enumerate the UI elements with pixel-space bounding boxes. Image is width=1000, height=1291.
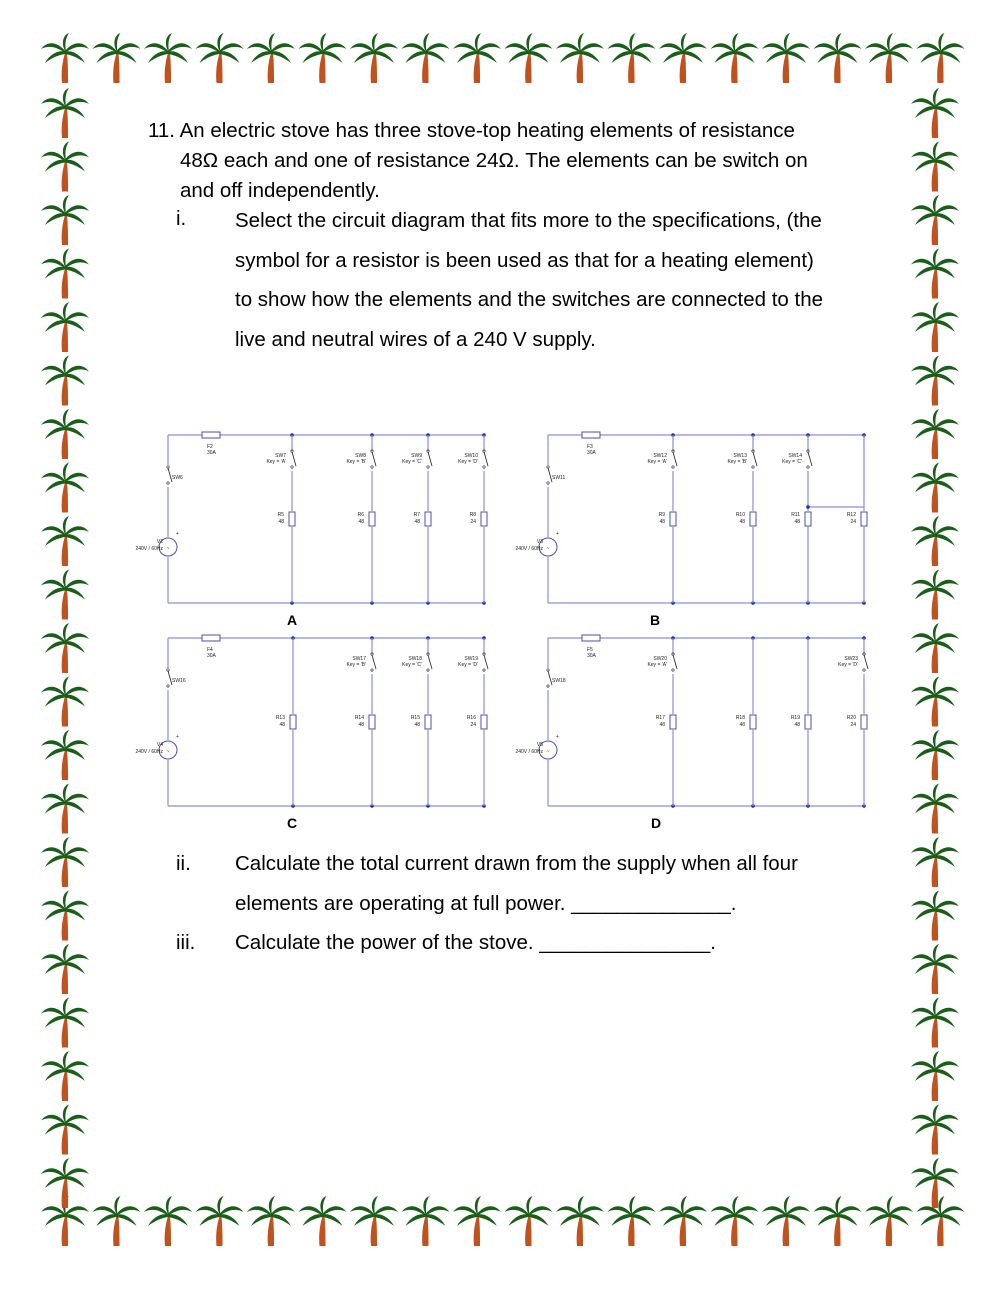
palm-tree-icon [196,1196,244,1246]
circuit-label: ~ [166,749,170,755]
switch-symbol [372,452,376,466]
circuit-label: R11 [791,512,800,518]
circuit-label: F4 [207,647,213,653]
circuit-label: V3 [536,539,543,545]
switch-contact [483,466,485,468]
circuit-label: 24 [850,519,856,525]
circuit-label: F3 [587,444,593,450]
part-ii-line: Calculate the total current drawn from the supply when all four [235,852,798,875]
switch-symbol [428,655,432,669]
resistor-symbol [750,715,756,729]
palm-tree-icon [453,1196,501,1246]
circuit-label: 48 [358,722,364,728]
palm-tree-icon [911,516,959,566]
palm-tree-icon [911,249,959,299]
switch-contact [167,482,169,484]
circuit-label: Key = 'C' [782,459,802,465]
palm-tree-icon [911,1051,959,1101]
resistor-symbol [369,715,375,729]
palm-tree-icon [299,1196,347,1246]
circuit-label: 48 [739,722,745,728]
circuit-label: 30A [207,450,216,456]
circuit-label: R10 [735,512,745,518]
circuit-label: 24 [850,722,856,728]
palm-tree-icon [41,677,89,727]
palm-tree-icon [41,891,89,941]
switch-contact [547,685,549,687]
switch-contact [427,466,429,468]
question-line-3: and off independently. [180,179,380,202]
switch-contact [752,466,754,468]
circuit-b [515,432,867,628]
circuit-label: 240V / 60Hz [135,546,163,552]
resistor-symbol [290,715,296,729]
resistor-symbol [369,512,375,526]
question-number: 11. [148,119,175,142]
circuit-label: V5 [536,742,543,748]
switch-contact [672,669,674,671]
palm-tree-icon [911,409,959,459]
palm-tree-icon [917,1196,965,1246]
circuit-label: ~ [546,546,550,552]
circuit-label: + [176,531,179,537]
question-line-1: An electric stove has three stove-top heating elements of resistance [179,119,795,142]
circuit-label: Key = 'A' [647,662,667,668]
circuit-label: Key = 'B' [346,662,366,668]
circuit-label: 24 [470,722,476,728]
palm-tree-icon [911,1158,959,1208]
palm-tree-icon [865,33,913,83]
circuit-label: Key = 'A' [647,459,667,465]
palm-tree-icon [711,33,759,83]
circuit-label: 48 [358,519,364,525]
palm-tree-icon [911,891,959,941]
circuit-label: SW10 [464,453,478,459]
question-line-2: 48Ω each and one of resistance 24Ω. The elements can be switch on [180,149,808,172]
switch-symbol [808,452,812,466]
circuit-label: 48 [794,519,800,525]
palm-tree-icon [659,1196,707,1246]
circuit-label: SW11 [552,475,566,481]
junction-node [806,505,810,509]
circuit-label: 48 [659,722,665,728]
circuit-label: SW17 [352,656,366,662]
switch-contact [291,466,293,468]
circuit-label: R17 [655,715,665,721]
circuit-label: R18 [735,715,745,721]
palm-tree-icon [41,88,89,138]
resistor-symbol [425,512,431,526]
resistor-symbol [670,512,676,526]
palm-tree-icon [659,33,707,83]
switch-symbol [484,655,488,669]
circuit-label: A [286,612,298,628]
switch-contact [547,466,549,468]
circuit-a [135,432,488,628]
fuse-symbol [202,635,220,641]
resistor-symbol [670,715,676,729]
circuit-label: R20 [846,715,856,721]
palm-tree-icon [762,33,810,83]
fuse-symbol [202,432,220,438]
palm-tree-icon [911,944,959,994]
palm-tree-icon [608,1196,656,1246]
circuit-label: R19 [790,715,800,721]
circuit-label: C [286,815,298,831]
circuit-label: Key = 'A' [266,459,286,465]
palm-tree-icon [911,784,959,834]
palm-tree-icon [911,730,959,780]
palm-tree-icon [453,33,501,83]
palm-tree-icon [41,33,89,83]
palm-tree-icon [41,998,89,1048]
palm-tree-icon [41,463,89,513]
circuit-label: SW14 [788,453,802,459]
circuit-diagrams [110,425,890,835]
circuit-label: SW13 [733,453,747,459]
part-i-line: symbol for a resistor is been used as that for a heating element) [235,248,814,272]
switch-contact [547,482,549,484]
palm-tree-icon [41,356,89,406]
switch-contact [427,669,429,671]
question-stem [148,116,888,146]
palm-tree-icon [41,730,89,780]
circuit-label: F5 [587,647,593,653]
circuit-label: R13 [275,715,285,721]
part-i-line: to show how the elements and the switches are connected to the [235,288,824,311]
palm-tree-icon [556,1196,604,1246]
circuit-label: 30A [587,450,596,456]
circuit-label: 24 [470,519,476,525]
circuit-label: 30A [587,653,596,659]
circuit-label: V4 [156,742,163,748]
resistor-symbol [481,715,487,729]
circuit-label: R5 [277,512,284,518]
circuit-label: R8 [469,512,476,518]
palm-tree-icon [505,33,553,83]
circuit-label: SW20 [653,656,667,662]
circuit-label: SW8 [355,453,366,459]
switch-symbol [484,452,488,466]
circuit-label: SW23 [844,656,858,662]
palm-tree-icon [93,1196,141,1246]
palm-tree-icon [911,837,959,887]
circuit-label: SW18 [552,678,566,684]
circuit-label: SW19 [464,656,478,662]
palm-tree-icon [41,249,89,299]
circuit-label: F2 [207,444,213,450]
palm-tree-icon [41,837,89,887]
circuit-label: SW9 [411,453,422,459]
palm-tree-icon [814,33,862,83]
switch-contact [807,466,809,468]
part-iii-line: Calculate the power of the stove. _______________. [235,931,716,954]
circuit-label: R15 [410,715,420,721]
circuit-label: Key = 'D' [458,459,478,465]
palm-tree-icon [41,195,89,245]
circuit-label: Key = 'B' [727,459,747,465]
resistor-symbol [750,512,756,526]
switch-symbol [753,452,757,466]
switch-contact [547,669,549,671]
palm-tree-icon [814,1196,862,1246]
circuit-label: 48 [414,722,420,728]
palm-tree-icon [911,88,959,138]
circuit-label: SW18 [408,656,422,662]
palm-tree-icon [911,570,959,620]
palm-tree-icon [41,409,89,459]
palm-tree-icon [911,302,959,352]
palm-tree-icon [41,944,89,994]
circuit-label: 240V / 60Hz [135,749,163,755]
circuit-label: 48 [414,519,420,525]
part-i-marker: i. [176,207,187,230]
palm-tree-icon [917,33,965,83]
palm-tree-icon [911,623,959,673]
palm-tree-icon [911,1105,959,1155]
palm-tree-icon [93,33,141,83]
palm-tree-icon [556,33,604,83]
palm-tree-icon [911,356,959,406]
circuit-label: 48 [279,722,285,728]
circuit-label: ~ [166,546,170,552]
resistor-symbol [861,512,867,526]
part-i-line: Select the circuit diagram that fits more to the specifications, (the [235,209,822,232]
circuit-label: Key = 'C' [402,662,422,668]
palm-tree-icon [41,1051,89,1101]
palm-tree-icon [144,1196,192,1246]
part-ii-line: elements are operating at full power. ______________. [235,891,737,915]
circuit-label: + [176,734,179,740]
palm-tree-icon [350,33,398,83]
palm-tree-icon [865,1196,913,1246]
circuit-label: 240V / 60Hz [515,546,543,552]
switch-symbol [428,452,432,466]
circuit-label: R6 [357,512,364,518]
palm-tree-icon [911,142,959,192]
circuit-label: Key = 'D' [838,662,858,668]
circuit-label: Key = 'D' [458,662,478,668]
circuit-label: 48 [659,519,665,525]
circuit-label: 48 [739,519,745,525]
switch-symbol [292,452,296,466]
palm-tree-icon [41,142,89,192]
part-ii-marker: ii. [176,852,191,875]
palm-tree-icon [144,33,192,83]
circuit-label: 30A [207,653,216,659]
palm-tree-icon [911,677,959,727]
circuit-label: SW16 [172,678,186,684]
palm-tree-icon [41,516,89,566]
switch-symbol [673,655,677,669]
circuit-label: + [556,734,559,740]
switch-contact [167,669,169,671]
circuit-label: 240V / 60Hz [515,749,543,755]
circuit-label: R14 [354,715,364,721]
palm-tree-icon [608,33,656,83]
circuit-label: SW6 [172,475,183,481]
palm-tree-icon [41,623,89,673]
switch-contact [672,466,674,468]
part-iii-marker: iii. [176,931,196,954]
circuit-label: D [650,815,662,831]
palm-tree-icon [402,33,450,83]
resistor-symbol [861,715,867,729]
palm-tree-icon [41,570,89,620]
fuse-symbol [582,635,600,641]
circuit-label: SW12 [653,453,667,459]
palm-tree-icon [299,33,347,83]
circuit-label: 48 [278,519,284,525]
circuit-label: Key = 'B' [346,459,366,465]
resistor-symbol [805,715,811,729]
circuit-label: Key = 'C' [402,459,422,465]
palm-tree-icon [505,1196,553,1246]
part-i-line: live and neutral wires of a 240 V supply. [235,327,596,351]
switch-symbol [673,452,677,466]
palm-tree-icon [711,1196,759,1246]
switch-contact [371,466,373,468]
switch-contact [863,669,865,671]
fuse-symbol [582,432,600,438]
switch-contact [167,466,169,468]
circuit-c [135,635,488,831]
palm-tree-icon [247,1196,295,1246]
circuit-label: SW7 [275,453,286,459]
palm-tree-icon [41,1105,89,1155]
switch-symbol [372,655,376,669]
circuit-label: R9 [658,512,665,518]
palm-tree-icon [41,1158,89,1208]
palm-tree-icon [911,195,959,245]
circuit-label: 48 [794,722,800,728]
circuit-label: R16 [466,715,476,721]
switch-contact [371,669,373,671]
resistor-symbol [481,512,487,526]
resistor-symbol [425,715,431,729]
circuit-label: V2 [156,539,163,545]
circuit-d [515,635,868,831]
part-ii-text [235,844,895,923]
palm-tree-icon [350,1196,398,1246]
palm-tree-icon [196,33,244,83]
switch-contact [483,669,485,671]
circuit-label: ~ [546,749,550,755]
palm-tree-icon [41,302,89,352]
palm-tree-icon [911,463,959,513]
palm-tree-icon [762,1196,810,1246]
circuit-label: + [556,531,559,537]
palm-tree-icon [41,784,89,834]
switch-contact [167,685,169,687]
circuit-label: B [649,612,661,628]
palm-tree-icon [402,1196,450,1246]
resistor-symbol [805,512,811,526]
palm-tree-icon [247,33,295,83]
circuit-label: R12 [846,512,856,518]
resistor-symbol [289,512,295,526]
switch-symbol [864,655,868,669]
circuit-label: R7 [413,512,420,518]
palm-tree-icon [911,998,959,1048]
part-i-text [235,201,895,359]
